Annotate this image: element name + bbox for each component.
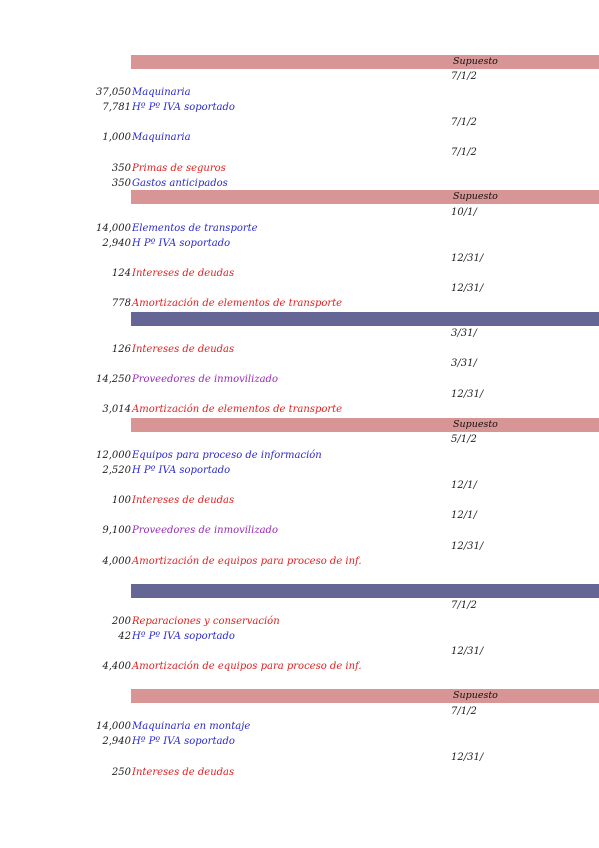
entry-amount: 14,250 [96,374,131,385]
entry-date: 10/1/ [451,207,477,218]
journal-row [0,132,191,143]
entry-date: 7/1/2 [451,706,477,717]
entry-date: 7/1/2 [451,71,477,82]
journal-row [0,661,362,672]
journal-row [0,525,278,536]
entry-date: 12/1/ [451,480,477,491]
entry-date: 7/1/2 [451,600,477,611]
entry-account: Hº Pº IVA soportado [132,102,235,113]
entry-amount: 2,940 [102,736,131,747]
entry-account: Hº Pº IVA soportado [132,736,235,747]
entry-amount: 3,014 [102,404,131,415]
entry-date: 7/1/2 [451,117,477,128]
entry-date: 12/31/ [451,389,484,400]
entry-date: 12/31/ [451,752,484,763]
entry-account: Amortización de elementos de transporte [132,404,343,415]
entry-amount: 12,000 [96,450,131,461]
journal-row [0,87,191,98]
section-band [131,312,599,326]
section-label: Supuesto [453,419,498,430]
section-label: Supuesto [453,56,498,67]
entry-date: 12/31/ [451,253,484,264]
entry-amount: 2,520 [102,465,131,476]
section-band [131,190,599,204]
entry-amount: 2,940 [102,238,131,249]
section-band [131,689,599,703]
journal-row [0,178,228,189]
entry-amount: 14,000 [96,223,131,234]
entry-account: Intereses de deudas [132,268,235,279]
entry-account: Elementos de transporte [132,223,258,234]
entry-amount: 350 [111,163,131,174]
entry-date: 12/31/ [451,541,484,552]
entry-account: Reparaciones y conservación [132,616,280,627]
journal-row [0,721,250,732]
entry-amount: 100 [111,495,131,506]
journal-row [0,404,342,415]
entry-account: Amortización de elementos de transporte [132,298,343,309]
entry-date: 12/31/ [451,283,484,294]
entry-amount: 4,000 [102,556,131,567]
entry-date: 12/1/ [451,510,477,521]
entry-account: Intereses de deudas [132,495,235,506]
journal-row [0,465,230,476]
journal-row [0,495,234,506]
entry-amount: 42 [118,631,131,642]
entry-date: 3/31/ [451,328,477,339]
entry-account: Maquinaria [132,132,191,143]
entry-account: Primas de seguros [132,163,226,174]
journal-row [0,736,235,747]
entry-account: Intereses de deudas [132,767,235,778]
entry-account: Proveedores de inmovilizado [132,374,278,385]
entry-amount: 14,000 [96,721,131,732]
entry-date: 3/31/ [451,358,477,369]
entry-account: Maquinaria en montaje [132,721,251,732]
entry-account: H Pº IVA soportado [132,465,231,476]
journal-row [0,163,226,174]
entry-account: Equipos para proceso de información [132,450,322,461]
journal-row [0,374,278,385]
entry-account: Hº Pº IVA soportado [132,631,235,642]
entry-amount: 37,050 [96,87,131,98]
journal-row [0,767,234,778]
entry-amount: 250 [111,767,131,778]
section-band [131,584,599,598]
entry-account: Amortización de equipos para proceso de inf. [132,661,362,672]
journal-row [0,102,235,113]
entry-account: Amortización de equipos para proceso de inf. [132,556,362,567]
journal-row [0,631,235,642]
journal-row [0,450,322,461]
journal-row [0,616,280,627]
entry-amount: 124 [111,268,131,279]
section-band [131,418,599,432]
entry-amount: 778 [111,298,131,309]
entry-account: Maquinaria [132,87,191,98]
journal-row [0,238,230,249]
entry-amount: 9,100 [102,525,131,536]
section-band [131,55,599,69]
entry-amount: 200 [111,616,131,627]
entry-date: 5/1/2 [451,434,477,445]
journal-row [0,556,362,567]
entry-amount: 350 [111,178,131,189]
entry-account: Proveedores de inmovilizado [132,525,278,536]
entry-account: Intereses de deudas [132,344,235,355]
section-label: Supuesto [453,690,498,701]
section-label: Supuesto [453,191,498,202]
entry-amount: 1,000 [102,132,131,143]
entry-date: 7/1/2 [451,147,477,158]
journal-row [0,223,258,234]
entry-account: Gastos anticipados [132,178,228,189]
entry-amount: 4,400 [102,661,131,672]
entry-date: 12/31/ [451,646,484,657]
entry-account: H Pº IVA soportado [132,238,231,249]
journal-row [0,344,234,355]
entry-amount: 7,781 [102,102,131,113]
journal-row [0,298,342,309]
journal-row [0,268,234,279]
entry-amount: 126 [111,344,131,355]
